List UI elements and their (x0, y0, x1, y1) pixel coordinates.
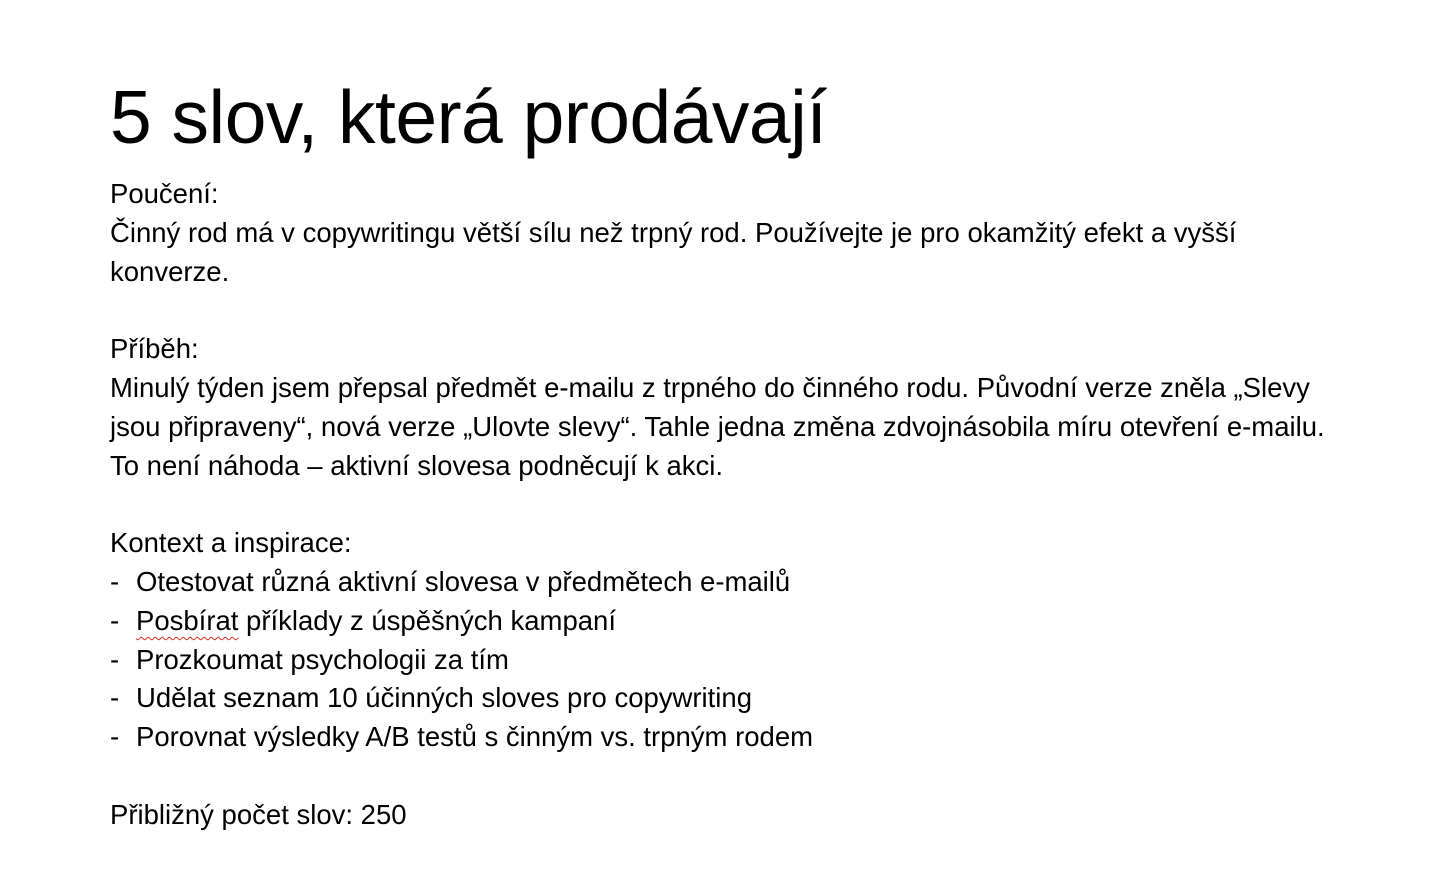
empty-line (110, 291, 1340, 330)
dash-bullet: - (110, 721, 120, 753)
spellcheck-flagged-word[interactable]: Posbírat (136, 604, 239, 636)
list-item-text: Prozkoumat psychologii za tím (136, 643, 509, 675)
word-count: Přibližný počet slov: 250 (110, 798, 407, 830)
dash-bullet: - (110, 604, 120, 636)
lesson-text: Činný rod má v copywritingu větší sílu než trpný rod. Používejte je pro okamžitý efekt a vyšší konverze. (110, 216, 1237, 287)
dash-bullet: - (110, 565, 120, 597)
document-title[interactable]: 5 slov, která prodávají (110, 75, 827, 159)
context-label: Kontext a inspirace: (110, 527, 352, 559)
empty-line (110, 757, 1340, 796)
list-item-text: Udělat seznam 10 účinných sloves pro copywriting (136, 682, 752, 714)
list-item-text: Otestovat různá aktivní slovesa v předmětech e-mailů (136, 565, 791, 597)
dash-bullet: - (110, 643, 120, 675)
list-item-text: Porovnat výsledky A/B testů s činným vs. trpným rodem (136, 721, 814, 753)
story-text: Minulý týden jsem přepsal předmět e-mailu z trpného do činného rodu. Původní verze zněla „Slevy jsou připraveny“, nová verze „Ulovte slevy“. Tahle jedna změna zdvojnásobila míru otevření e-mailu. To není náhoda – aktivní slovesa podněcují k akci. (110, 371, 1325, 481)
list-item (110, 718, 1340, 757)
list-item (110, 679, 1340, 718)
dash-bullet: - (110, 682, 120, 714)
list-item (110, 641, 1340, 680)
story-label: Příběh: (110, 333, 199, 365)
list-item (110, 563, 1340, 602)
empty-line (110, 485, 1340, 524)
document-body[interactable] (110, 175, 1340, 835)
list-item (110, 602, 1340, 641)
lesson-label: Poučení: (110, 178, 219, 209)
list-item-text: příklady z úspěšných kampaní (238, 604, 616, 636)
